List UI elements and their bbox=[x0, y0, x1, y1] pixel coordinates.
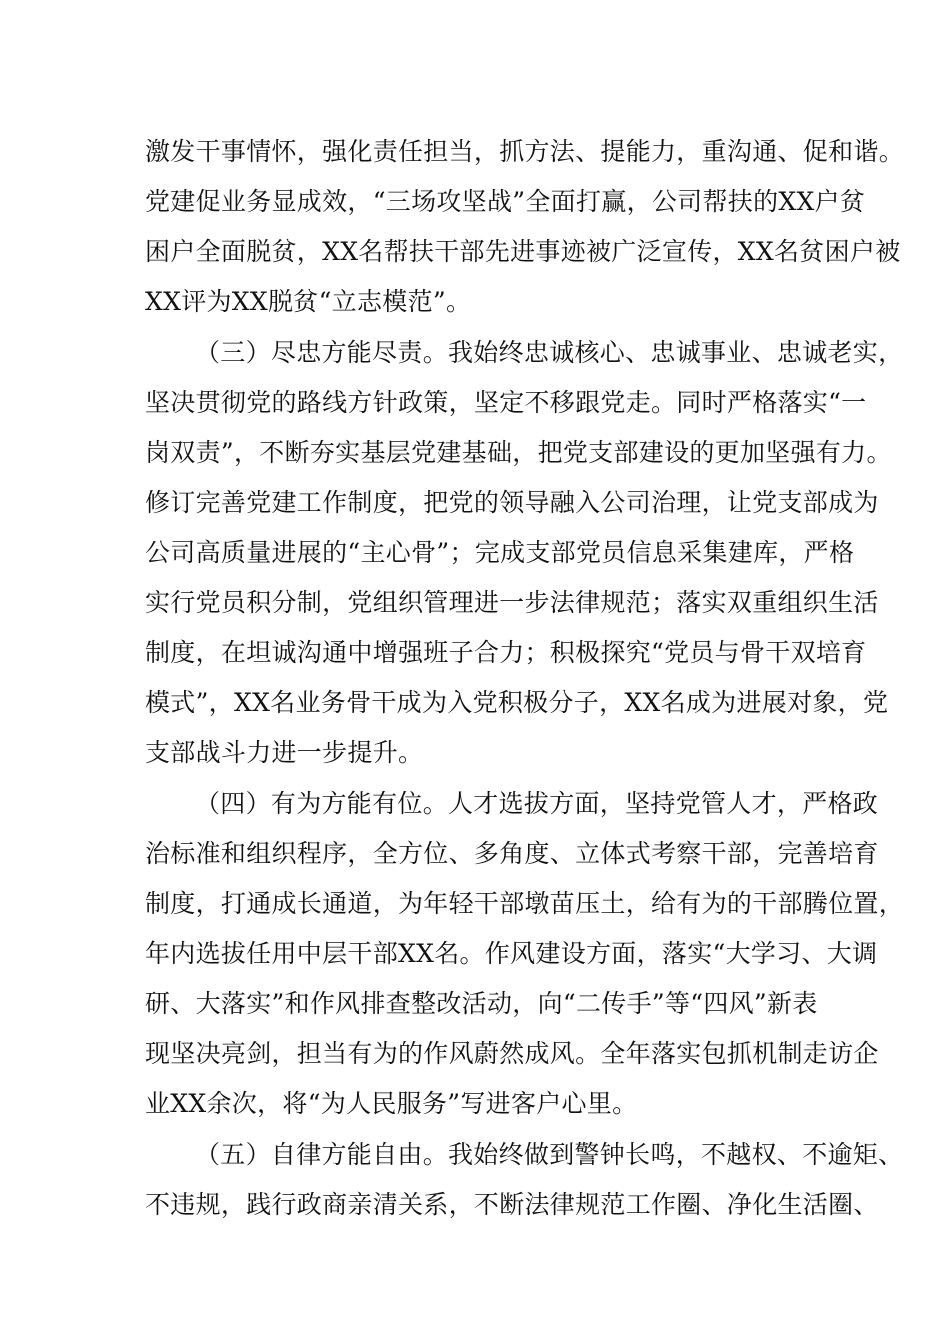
text-line: 治标准和组织程序，全方位、多角度、立体式考察干部，完善培育 bbox=[145, 839, 879, 868]
text-line: XX评为XX脱贫“立志模范”。 bbox=[145, 287, 472, 316]
text-line: 实行党员积分制，党组织管理进一步法律规范；落实双重组织生活 bbox=[145, 588, 879, 617]
text-line: 不违规，践行政商亲清关系，不断法律规范工作圈、净化生活圈、 bbox=[145, 1190, 879, 1219]
text-line: 修订完善党建工作制度，把党的领导融入公司治理，让党支部成为 bbox=[145, 488, 879, 517]
text-line: 激发干事情怀，强化责任担当，抓方法、提能力，重沟通、促和谐。 bbox=[145, 137, 905, 166]
text-line: 公司高质量进展的“主心骨”；完成支部党员信息采集建库，严格 bbox=[145, 538, 855, 567]
text-line: 党建促业务显成效，“三场攻坚战”全面打赢，公司帮扶的XX户贫 bbox=[145, 187, 866, 216]
section-four-heading-line: （四）有为方能有位。人才选拔方面，坚持党管人才，严格政 bbox=[195, 789, 879, 818]
text-line: 年内选拔任用中层干部XX名。作风建设方面，落实“大学习、大调 bbox=[145, 939, 878, 968]
text-line: 制度，在坦诚沟通中增强班子合力；积极探究“党员与骨干双培育 bbox=[145, 638, 867, 667]
text-line: 困户全面脱贫，XX名帮扶干部先进事迹被广泛宣传，XX名贫困户被 bbox=[145, 237, 901, 266]
text-line: 岗双责”，不断夯实基层党建基础，把党支部建设的更加坚强有力。 bbox=[145, 438, 892, 467]
text-line: 现坚决亮剑，担当有为的作风蔚然成风。全年落实包抓机制走访企 bbox=[145, 1039, 879, 1068]
section-five-heading-line: （五）自律方能自由。我始终做到警钟长鸣，不越权、不逾矩、 bbox=[195, 1140, 904, 1169]
text-line: 模式”，XX名业务骨干成为入党积极分子，XX名成为进展对象，党 bbox=[145, 688, 889, 717]
text-line: 研、大落实”和作风排查整改活动，向“二传手”等“四风”新表 bbox=[145, 989, 818, 1018]
text-line: 坚决贯彻党的路线方针政策，坚定不移跟党走。同时严格落实“一 bbox=[145, 388, 867, 417]
section-three-heading-line: （三）尽忠方能尽责。我始终忠诚核心、忠诚事业、忠诚老实， bbox=[195, 338, 904, 367]
text-line: 业XX余次，将“为人民服务”写进客户心里。 bbox=[145, 1089, 638, 1118]
text-line: 支部战斗力进一步提升。 bbox=[145, 738, 424, 767]
text-line: 制度，打通成长通道，为年轻干部墩苗压土，给有为的干部腾位置， bbox=[145, 889, 905, 918]
